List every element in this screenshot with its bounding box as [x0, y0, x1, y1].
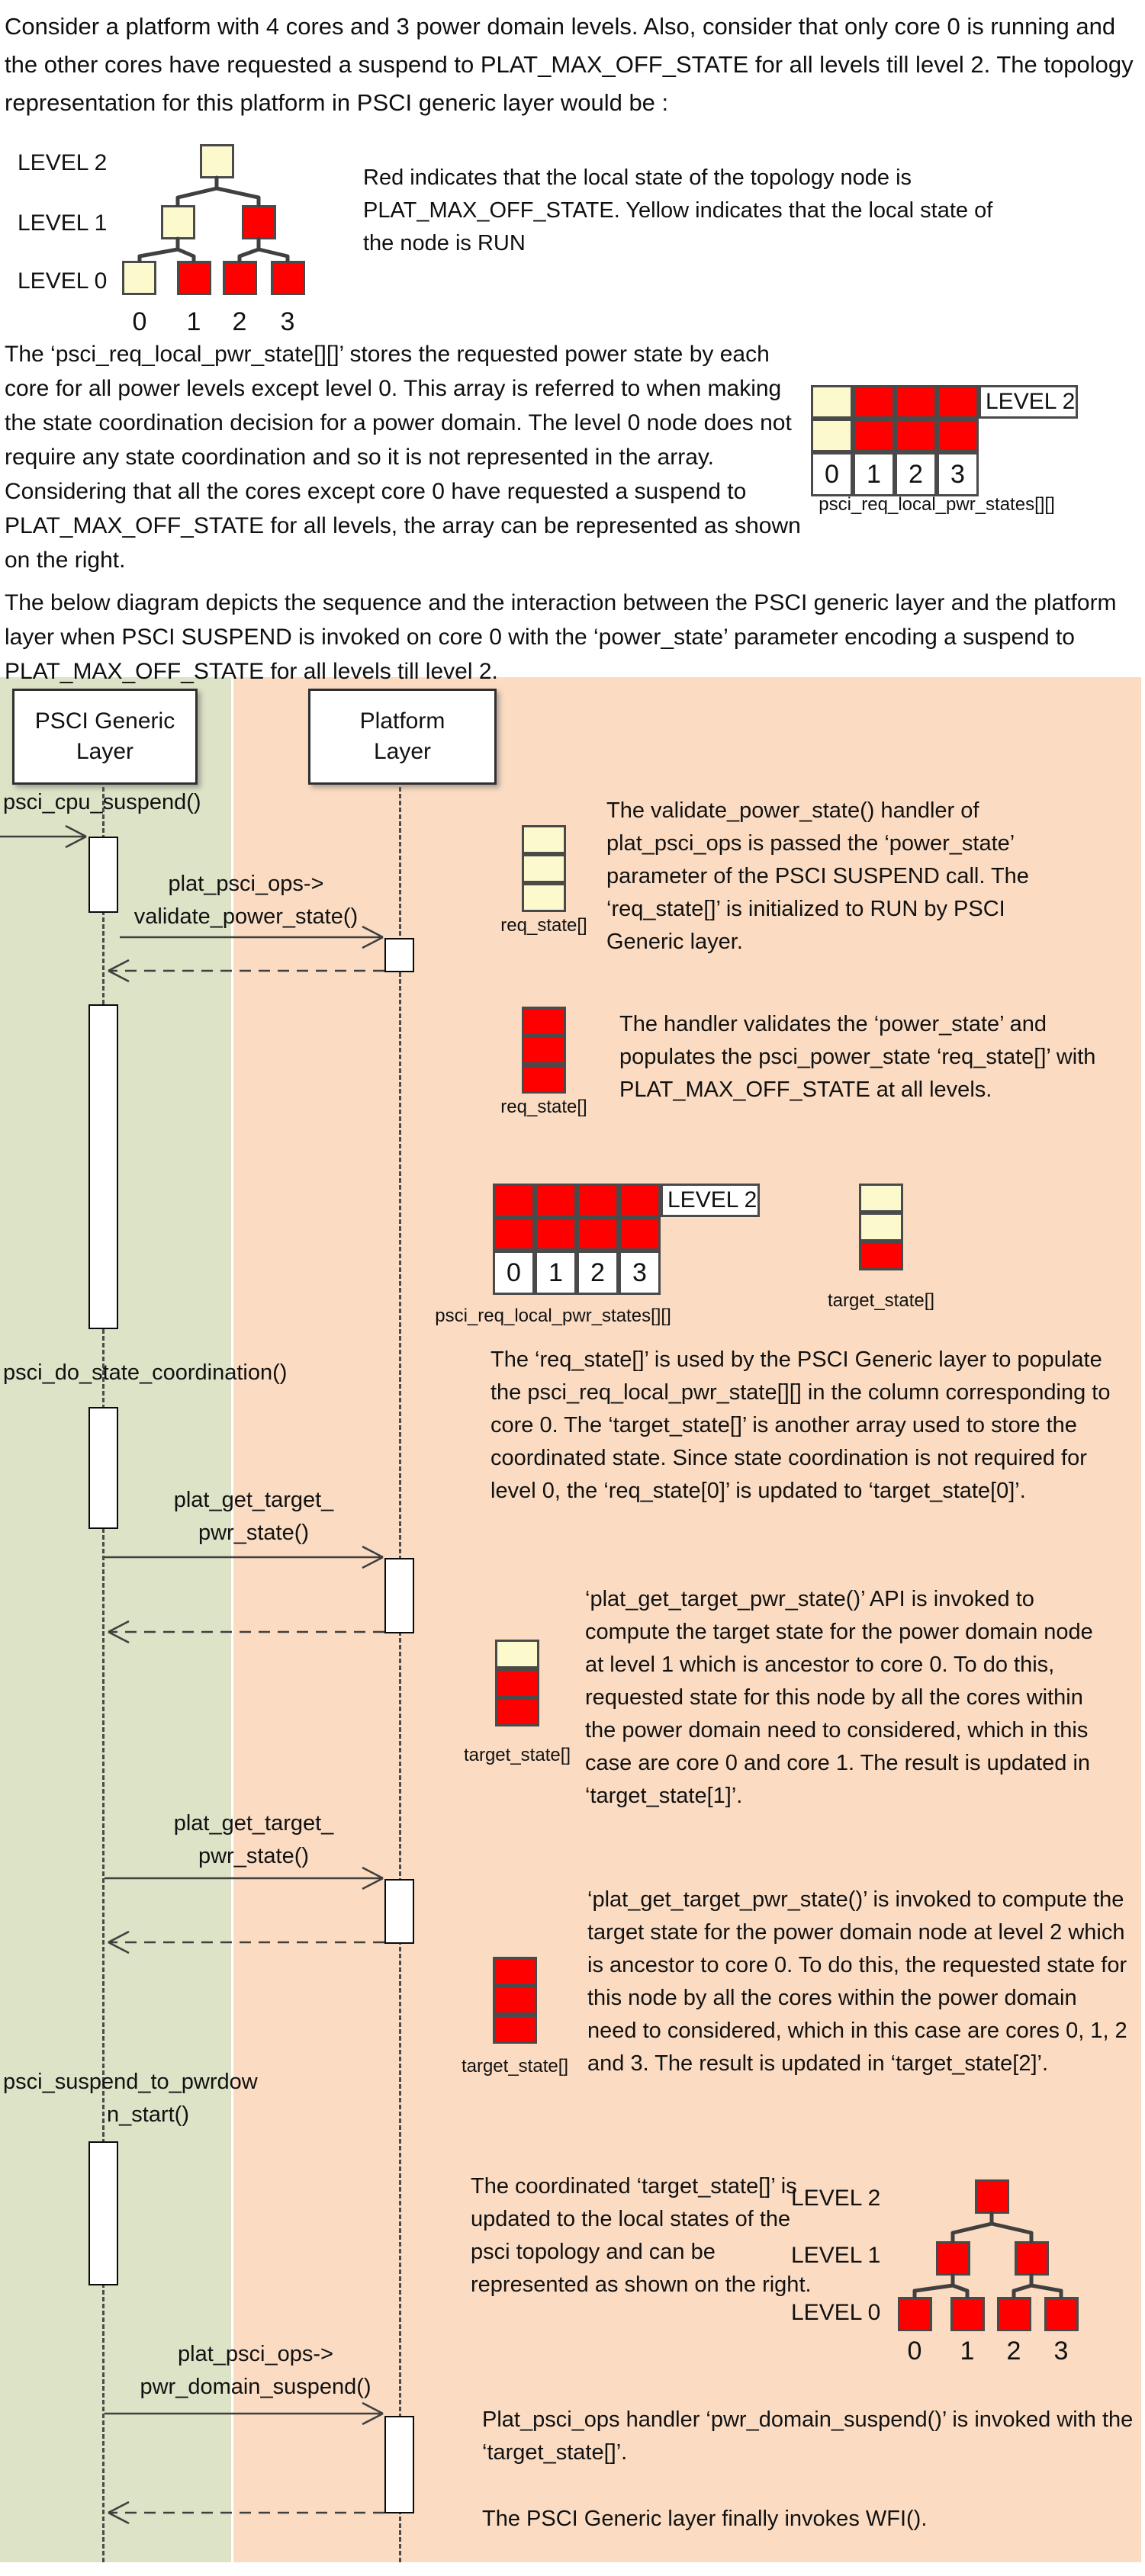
state-cell: [619, 1217, 661, 1251]
note-handler-populates: The handler validates the ‘power_state’ and populates the psci_power_state ‘req_state[]’ with PLAT_MAX_OFF_STATE at all levels.: [619, 1012, 1096, 1102]
state-cell: [535, 1217, 577, 1251]
state-cell: [895, 419, 937, 452]
activation-psci-processing: [88, 1004, 118, 1329]
req-state-run-caption: req_state[]: [500, 915, 587, 936]
tree1-core0-number: 0: [132, 307, 147, 336]
target-state-3-caption: target_state[]: [461, 2056, 569, 2077]
state-cell: [493, 1986, 537, 2015]
state-cell: [522, 825, 566, 854]
core-number-cell: 1: [853, 452, 895, 496]
spacer: [979, 452, 1078, 496]
state-cell: [493, 1217, 535, 1251]
tree2-core1-number: 1: [960, 2337, 975, 2366]
tree-connector: [217, 188, 259, 205]
req-state-off-caption: req_state[]: [500, 1097, 587, 1117]
message-label-do-state-coordination: psci_do_state_coordination(): [3, 1360, 288, 1385]
tree1-level0-label: LEVEL 0: [18, 268, 108, 294]
message-label-get-target-2: [145, 1807, 362, 1873]
state-cell: [495, 1640, 539, 1669]
message-label-get-target-1: [145, 1484, 362, 1550]
activation-platform-get-target-2: [384, 1879, 414, 1944]
req-table-initial: [811, 385, 1078, 496]
note-get-target-level1: ‘plat_get_target_pwr_state()’ API is invoked to compute the target state for the power domain node at level 1 which is ancestor to core 0. To do this, requested state for this node by all the cores within the power domain need to considered, which in this case are core 0 and core 1. The result is updated in ‘target_state[1]’.: [585, 1587, 1093, 1808]
state-cell: [522, 883, 566, 912]
core-number-cell: 3: [937, 452, 979, 496]
message-arrows: [0, 826, 384, 2523]
target-state-array-3: [493, 1957, 537, 2044]
state-cell: [493, 1184, 535, 1217]
tree2-core2-number: 2: [1006, 2337, 1021, 2366]
row-label-level2: LEVEL 2: [979, 385, 1078, 419]
message-label-domain-suspend: [107, 2338, 404, 2404]
activation-psci-state-coordination: [88, 1407, 118, 1529]
state-cell: [495, 1698, 539, 1726]
tree1-core2-number: 2: [232, 307, 247, 336]
state-cell: [577, 1184, 619, 1217]
participant-name-line: Layer: [76, 739, 134, 764]
state-cell: [859, 1241, 903, 1270]
intro-paragraph-2: The ‘psci_req_local_pwr_state[][]’ stores the requested power state by each core for all power levels except level 0. This array is referred to when making the state coordination decision for a power domain. The level 0 node does not require any state coordination and so it is not represented in the array. Considering that all the cores except core 0 have requested a suspend to PLAT_MAX_OFF_STATE for all levels, the array can be represented as shown on the right.: [5, 342, 801, 573]
message-label-line: plat_get_target_: [173, 1811, 334, 1836]
state-cell: [522, 1007, 566, 1036]
activation-psci-suspend-to-pwrdown: [88, 2141, 118, 2285]
state-cell: [895, 385, 937, 419]
req-state-run-array: [522, 825, 566, 912]
state-cell: [859, 1184, 903, 1213]
spacer: [661, 1251, 760, 1295]
state-cell: [811, 385, 853, 419]
message-label-suspend-to-pwrdown-1: psci_suspend_to_pwrdow: [3, 2070, 258, 2094]
activation-platform-domain-suspend: [384, 2416, 414, 2513]
tree-connector: [915, 2275, 953, 2297]
state-cell: [495, 1669, 539, 1698]
state-cell: [811, 419, 853, 452]
call-arrow-get-target-1: [105, 1547, 383, 1568]
spacer: [979, 419, 1078, 452]
message-label-line: plat_get_target_: [173, 1488, 334, 1512]
row-label-level2: LEVEL 2: [661, 1184, 760, 1217]
req-table-updated: [493, 1184, 760, 1295]
participant-name-line: Layer: [373, 739, 432, 764]
message-label-line: pwr_state(): [198, 1521, 310, 1545]
tree-connector: [953, 2285, 967, 2297]
activation-platform-get-target-1: [384, 1558, 414, 1633]
tree1-connectors: [140, 178, 288, 261]
tree-connector: [140, 239, 178, 261]
message-label-cpu-suspend: psci_cpu_suspend(): [3, 790, 201, 814]
participant-psci-generic-layer: [12, 689, 198, 785]
core-number-cell: 2: [895, 452, 937, 496]
tree2-level0-label: LEVEL 0: [791, 2300, 881, 2325]
tree-connector: [178, 249, 194, 261]
tree1-level1-label: LEVEL 1: [18, 210, 108, 236]
state-cell: [535, 1184, 577, 1217]
tree2-connectors: [915, 2213, 1061, 2297]
note-validate-power-state: The validate_power_state() handler of plat_psci_ops is passed the ‘power_state’ parameter of the PSCI SUSPEND call. The ‘req_state[]’ is initialized to RUN by PSCI Generic layer.: [606, 798, 1029, 954]
tree-connector: [992, 2224, 1031, 2241]
tree2-level1-label: LEVEL 1: [791, 2243, 881, 2268]
state-cell: [522, 1036, 566, 1065]
participant-name-line: Platform: [359, 708, 445, 734]
participant-platform-layer: [308, 689, 497, 785]
state-cell: [577, 1217, 619, 1251]
tree1-core1-number: 1: [186, 307, 201, 336]
state-cell: [853, 385, 895, 419]
target-state-2-caption: target_state[]: [463, 1745, 571, 1765]
activation-platform-validate: [384, 938, 414, 972]
req-table-updated-caption: psci_req_local_pwr_states[][]: [435, 1306, 671, 1326]
core-number-cell: 0: [493, 1251, 535, 1295]
target-state-1-caption: target_state[]: [827, 1290, 935, 1311]
call-arrow-domain-suspend: [105, 2403, 383, 2424]
tree-connector: [178, 178, 217, 205]
state-cell: [853, 419, 895, 452]
req-state-off-array: [522, 1007, 566, 1094]
target-state-array-1: [859, 1184, 903, 1270]
color-legend-text: Red indicates that the local state of the topology node is PLAT_MAX_OFF_STATE. Yellow indicates that the local state of the node is RUN: [363, 165, 993, 255]
tree2-core3-number: 3: [1053, 2337, 1069, 2366]
message-label-line: pwr_domain_suspend(): [140, 2375, 371, 2399]
message-label-line: validate_power_state(): [133, 904, 359, 929]
state-cell: [859, 1213, 903, 1241]
tree-connector: [953, 2213, 992, 2241]
message-label-validate: [114, 868, 378, 933]
tree2-core0-number: 0: [907, 2337, 922, 2366]
message-label-line: plat_psci_ops->: [168, 872, 324, 896]
core-number-cell: 3: [619, 1251, 661, 1295]
tree-connector: [1014, 2275, 1031, 2297]
core-number-cell: 2: [577, 1251, 619, 1295]
note-req-state-used: The ‘req_state[]’ is used by the PSCI Generic layer to populate the psci_req_local_pwr_state[][] in the column corresponding to core 0. The ‘target_state[]’ is another array used to store the coordinated state. Since state coordination is not required for level 0, the ‘req_state[0]’ is updated to ‘target_state[0]’.: [490, 1347, 1111, 1503]
note-get-target-level2: ‘plat_get_target_pwr_state()’ is invoked to compute the target state for the power domain node at level 2 which is ancestor to core 0. To do this, the requested state for this node by all the cores within the power domain need to considered, which in this case are cores 0, 1, 2 and 3. The result is updated in ‘target_state[2]’.: [587, 1887, 1127, 2076]
state-cell: [522, 1065, 566, 1094]
message-label-suspend-to-pwrdown-2: n_start(): [107, 2102, 189, 2127]
note-pwr-domain-suspend: Plat_psci_ops handler ‘pwr_domain_suspend()’ is invoked with the ‘target_state[]’.: [482, 2407, 1134, 2465]
state-cell: [937, 385, 979, 419]
intro-paragraph-1: Consider a platform with 4 cores and 3 power domain levels. Also, consider that only core 0 is running and the other cores have requested a suspend to PLAT_MAX_OFF_STATE for all levels till level 2. The topology representation for this platform in PSCI generic layer would be :: [5, 13, 1134, 116]
tree2-level2-label: LEVEL 2: [791, 2186, 881, 2211]
message-label-line: plat_psci_ops->: [178, 2342, 333, 2366]
message-label-line: pwr_state(): [198, 1844, 310, 1868]
state-cell: [493, 2015, 537, 2044]
spacer: [661, 1217, 760, 1251]
tree1-level2-label: LEVEL 2: [18, 150, 108, 175]
state-cell: [619, 1184, 661, 1217]
state-cell: [493, 1957, 537, 1986]
state-cell: [522, 854, 566, 883]
req-table-initial-caption: psci_req_local_pwr_states[][]: [819, 494, 1055, 515]
note-coordinated-target-state: The coordinated ‘target_state[]’ is updated to the local states of the psci topology and can be represented as shown on the right.: [471, 2174, 812, 2297]
participant-name-line: PSCI Generic: [34, 708, 175, 734]
tree-connector: [1031, 2285, 1061, 2297]
state-cell: [937, 419, 979, 452]
tree-connector: [240, 239, 259, 261]
intro-paragraph-3: The below diagram depicts the sequence and the interaction between the PSCI generic layer and the platform layer when PSCI SUSPEND is invoked on core 0 with the ‘power_state’ parameter encoding a suspend to PLAT_MAX_OFF_STATE for all levels till level 2.: [5, 590, 1117, 684]
core-number-cell: 1: [535, 1251, 577, 1295]
target-state-array-2: [495, 1640, 539, 1726]
tree-connector: [259, 249, 288, 261]
note-wfi: The PSCI Generic layer finally invokes WFI().: [482, 2507, 928, 2531]
tree1-core3-number: 3: [280, 307, 295, 336]
call-arrow-cpu-suspend: [0, 826, 86, 847]
core-number-cell: 0: [811, 452, 853, 496]
